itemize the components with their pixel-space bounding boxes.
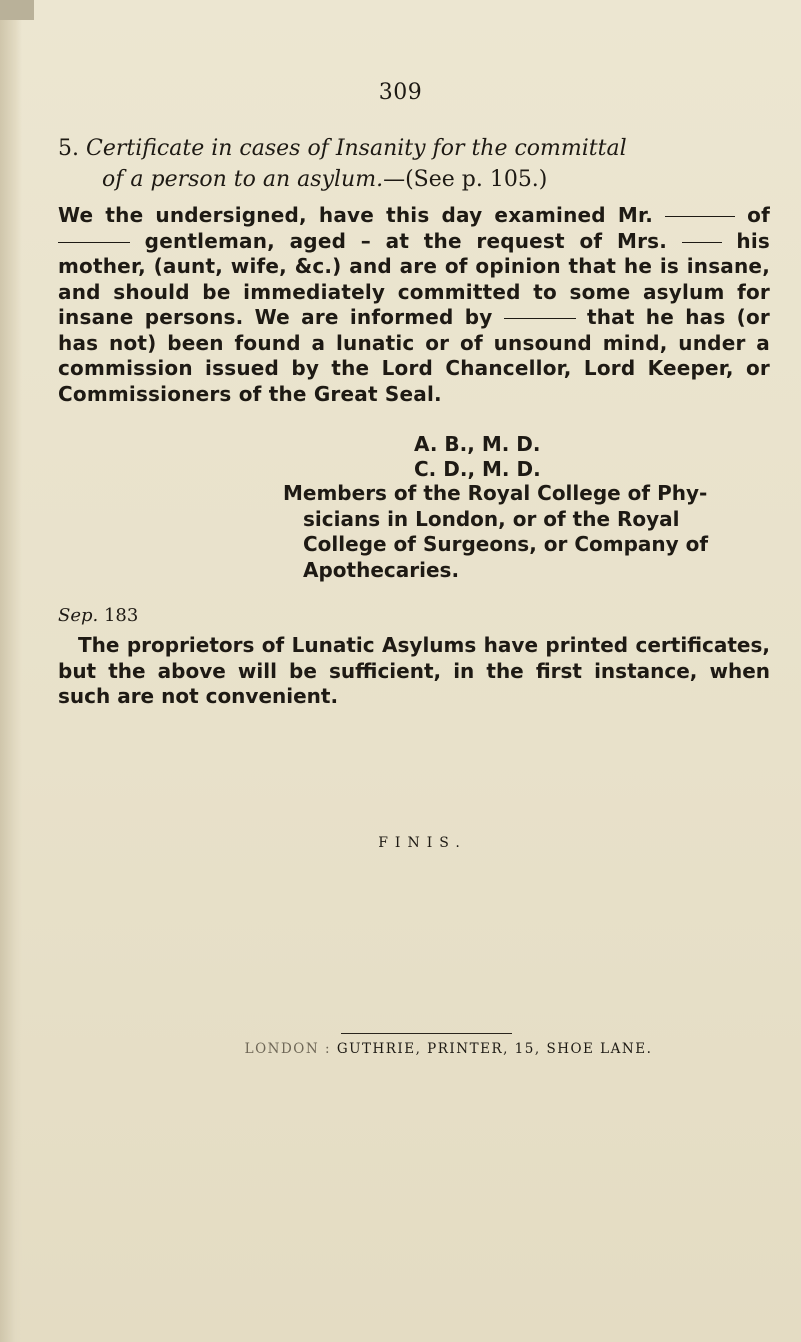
members-line-4: Apothecaries. — [303, 557, 460, 582]
members-line-1: Members of the Royal College of Phy- — [283, 481, 708, 505]
members-note — [283, 481, 753, 583]
finis-mark: FINIS. — [378, 835, 467, 851]
members-line-2: sicians in London, or of the Royal — [303, 506, 680, 531]
date-year: 183 — [103, 605, 139, 626]
body-segment-4: his mother, (aunt, wife, &c.) and are of opinion that he is insane, and should be immediately committed to some asylum for insane persons. We are informed by — [58, 228, 770, 329]
signature-cd: C. D., M. D. — [414, 457, 541, 481]
page-number: 309 — [378, 80, 423, 105]
body-segment-1: We the undersigned, have this day examined Mr. — [58, 203, 653, 227]
body-segment-2: of — [747, 203, 770, 227]
printer-imprint — [0, 1041, 801, 1057]
body-segment-3: gentleman, aged – at the request of Mrs. — [144, 228, 668, 253]
date-month: Sep. — [58, 605, 99, 626]
section-heading — [58, 133, 758, 195]
blank-line — [504, 318, 576, 319]
heading-title-line2: of a person to an asylum. — [102, 167, 384, 192]
section-number: 5. — [58, 136, 79, 161]
signature-ab: A. B., M. D. — [414, 432, 541, 456]
blank-line — [665, 216, 735, 217]
page-binding-edge — [0, 0, 22, 1342]
members-line-3: College of Surgeons, or Company of — [303, 532, 709, 556]
imprint-rule — [341, 1033, 512, 1034]
certificate-body — [58, 203, 770, 407]
imprint-printer: GUTHRIE, PRINTER, 15, SHOE LANE. — [336, 1041, 653, 1057]
heading-title-line2-wrap — [58, 164, 758, 195]
date-line — [58, 605, 138, 626]
imprint-place: LONDON : — [244, 1041, 332, 1057]
heading-title-line1: Certificate in cases of Insanity for the committal — [86, 136, 627, 161]
heading-reference: —(See p. 105.) — [383, 167, 548, 192]
page-corner — [0, 0, 34, 20]
blank-line — [682, 242, 722, 243]
body-segment-5: that he has (or has not) been found a lunatic or of unsound mind, under a commission issued by the Lord Chancellor, Lord Keeper, or Commissioners of the Great Seal. — [58, 305, 770, 406]
blank-line — [58, 242, 130, 243]
closing-paragraph: The proprietors of Lunatic Asylums have printed certificates, but the above will be sufficient, in the first instance, when such are not convenient. — [58, 633, 770, 708]
